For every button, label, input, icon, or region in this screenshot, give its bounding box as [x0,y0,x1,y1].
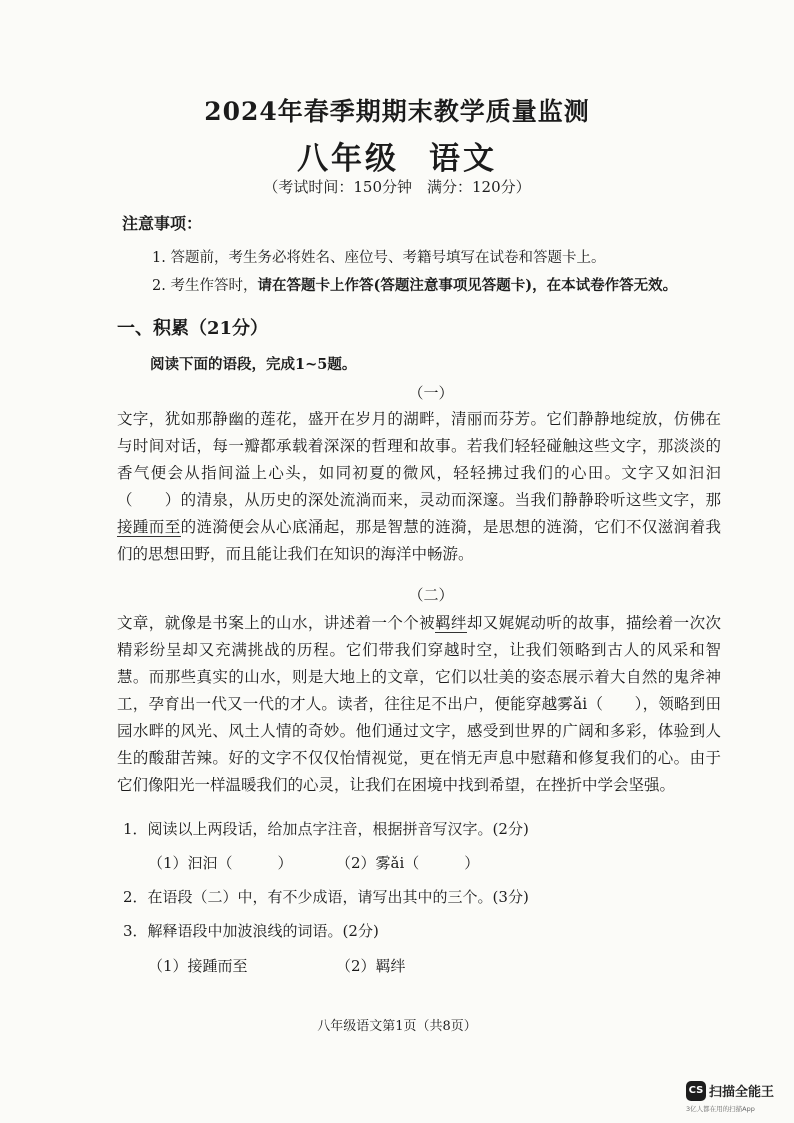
page-footer: 八年级语文第1页（共8页） [317,1019,477,1034]
question-1-part-2: （2）雾ǎi（ ） [336,854,480,872]
question-1-part-1: （1）汩汩（ ） [148,854,293,872]
passage-2-text-b: 却又娓娓动听的故事，描绘着一次次精彩纷呈却又充满挑战的历程。它们带我们穿越时空，让我们领略到古人的风采和智慧。而那些真实的山水，则是大地上的文章，它们以壮美的姿态展示着大自然的鬼斧神工，孕育出一代又一代的才人。读者，往往足不出户，便能穿越雾ǎi（ ），领略到田园水畔的风光、风土人情的奇妙。他们通过文字，感受到世界的广阔和多彩，体验到人生的酸甜苦辣。好的文字不仅仅怡情视觉，更在悄无声息中慰藉和修复我们的心。由于它们像阳光一样温暖我们的心灵，让我们在困境中找到希望，在挫折中学会坚强。 [117,614,721,794]
question-2: 2．在语段（二）中，有不少成语，请写出其中的三个。(3分) [123,888,529,906]
grade-label: 八年级 [297,141,399,177]
watermark-tagline: 3亿人都在用的扫描App [686,1104,755,1113]
passage-1 [117,406,721,568]
section-heading: 一、积累（21分） [117,318,269,339]
reading-instruction: 阅读下面的语段，完成1~5题。 [150,356,357,373]
passage-1-label: （一） [408,384,454,402]
notice-item-2 [152,274,677,295]
passage-2 [117,610,721,799]
question-3-part-1: （1）接踵而至 [148,957,248,975]
exam-info: （考试时间：150分钟 满分：120分） [263,178,531,196]
passage-1-wavy-phrase: 接踵而至 [117,518,181,536]
notice-item-2-part-a: 2. 考生作答时， [152,278,258,294]
question-3-part-2: （2）羁绊 [336,957,406,975]
passage-2-text-a: 文章，就像是书案上的山水，讲述着一个个被 [117,614,436,632]
exam-title: 2024年春季期期末教学质量监测 [204,97,590,126]
subject-label: 语文 [429,141,497,177]
passage-1-text-a: 文字，犹如那静幽的莲花，盛开在岁月的湖畔，清丽而芬芳。它们静静地绽放，仿佛在与时间对话，每一瓣都承载着深深的哲理和故事。若我们轻轻碰触这些文字，那淡淡的香气便会从指间溢上心头，如同初夏的微风，轻轻拂过我们的心田。文字又如汩汩（ ）的清泉，从历史的深处流淌而来，灵动而深邃。当我们静静聆听这些文字，那 [117,410,721,509]
passage-1-text-b: 的涟漪便会从心底涌起，那是智慧的涟漪，是思想的涟漪，它们不仅滋润着我们的思想田野，而且能让我们在知识的海洋中畅游。 [117,518,721,563]
passage-2-label: （二） [408,586,454,604]
scanner-watermark [686,1080,786,1113]
watermark-app-name: 扫描全能王 [709,1085,775,1100]
grade-subject-heading [0,133,794,178]
notice-item-2-part-b: 请在答题卡上作答(答题注意事项见答题卡)，在本试卷作答无效。 [257,277,678,294]
question-1: 1．阅读以上两段话，给加点字注音，根据拼音写汉字。(2分) [123,820,529,838]
passage-2-wavy-word: 羁绊 [435,614,467,632]
camscanner-logo-icon: CS [686,1081,706,1101]
question-3: 3．解释语段中加波浪线的词语。(2分) [123,922,379,940]
notice-heading: 注意事项： [122,214,203,233]
notice-item-1: 1. 答题前，考生务必将姓名、座位号、考籍号填写在试卷和答题卡上。 [152,250,606,266]
